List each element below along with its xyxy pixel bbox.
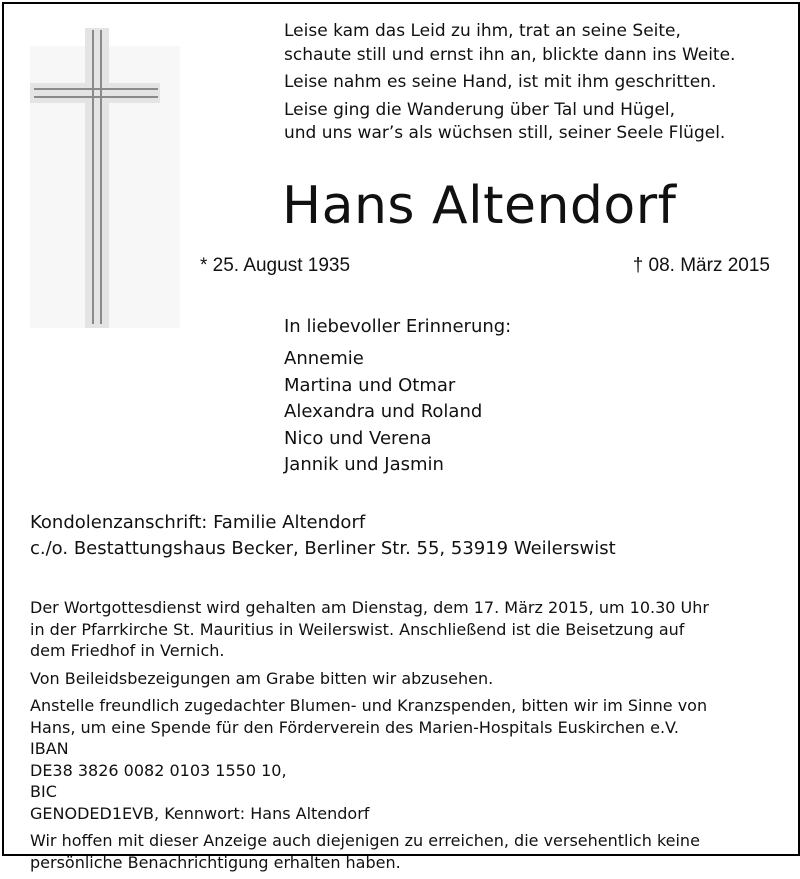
poem-line: Leise ging die Wanderung über Tal und Hügel,: [284, 99, 676, 120]
poem-stanza: [284, 71, 784, 95]
service-line: persönliche Benachrichtigung erhalten haben.: [30, 852, 401, 872]
poem: [284, 20, 784, 150]
condolence-address: [30, 510, 616, 562]
bic-label: BIC: [30, 782, 57, 801]
family-member: Jannik und Jasmin: [284, 454, 444, 475]
family-list: [284, 346, 482, 479]
address-line: c./o. Bestattungshaus Becker, Berliner Str. 55, 53919 Weilerswist: [30, 538, 616, 559]
service-paragraph: [30, 830, 709, 873]
poem-line: und uns war’s als wüchsen still, seiner Seele Flügel.: [284, 123, 726, 143]
donation-paragraph: [30, 695, 709, 824]
service-line: Hans, um eine Spende für den Förderverein des Marien-Hospitals Euskirchen e.V.: [30, 717, 679, 737]
poem-line: Leise nahm es seine Hand, ist mit ihm geschritten.: [284, 72, 717, 92]
poem-stanza: [284, 20, 784, 67]
service-line: dem Friedhof in Vernich.: [30, 641, 225, 660]
birth-date: * 25. August 1935: [200, 255, 351, 276]
family-member: Annemie: [284, 348, 364, 369]
deceased-name: Hans Altendorf: [282, 176, 677, 236]
iban-value: DE38 3826 0082 0103 1550 10,: [30, 760, 287, 780]
service-info: [30, 597, 709, 879]
bic-row: [30, 781, 709, 824]
cross-icon: [30, 28, 180, 328]
memory-heading: In liebevoller Erinnerung:: [284, 316, 512, 337]
poem-line: Leise kam das Leid zu ihm, trat an seine Seite,: [284, 21, 681, 41]
family-member: Alexandra und Roland: [284, 401, 483, 422]
family-member: Martina und Otmar: [284, 374, 456, 396]
service-line: Von Beileidsbezeigungen am Grabe bitten wir abzusehen.: [30, 668, 494, 688]
iban-label: IBAN: [30, 739, 69, 758]
service-paragraph: [30, 597, 709, 662]
poem-line: schaute still und ernst ihn an, blickte dann ins Weite.: [284, 44, 736, 65]
service-line: in der Pfarrkirche St. Mauritius in Weilerswist. Anschließend ist die Beisetzung auf: [30, 619, 685, 639]
service-line: Der Wortgottesdienst wird gehalten am Dienstag, dem 17. März 2015, um 10.30 Uhr: [30, 598, 709, 617]
service-line: Wir hoffen mit dieser Anzeige auch diejenigen zu erreichen, die versehentlich keine: [30, 831, 700, 850]
death-date: † 08. März 2015: [632, 255, 770, 276]
poem-stanza: [284, 99, 784, 146]
bic-value: GENODED1EVB, Kennwort: Hans Altendorf: [30, 803, 370, 823]
service-line: Anstelle freundlich zugedachter Blumen- und Kranzspenden, bitten wir im Sinne von: [30, 696, 708, 715]
address-line: Kondolenzanschrift: Familie Altendorf: [30, 512, 366, 533]
family-member: Nico und Verena: [284, 427, 432, 449]
service-paragraph: [30, 668, 709, 690]
iban-row: [30, 738, 709, 781]
